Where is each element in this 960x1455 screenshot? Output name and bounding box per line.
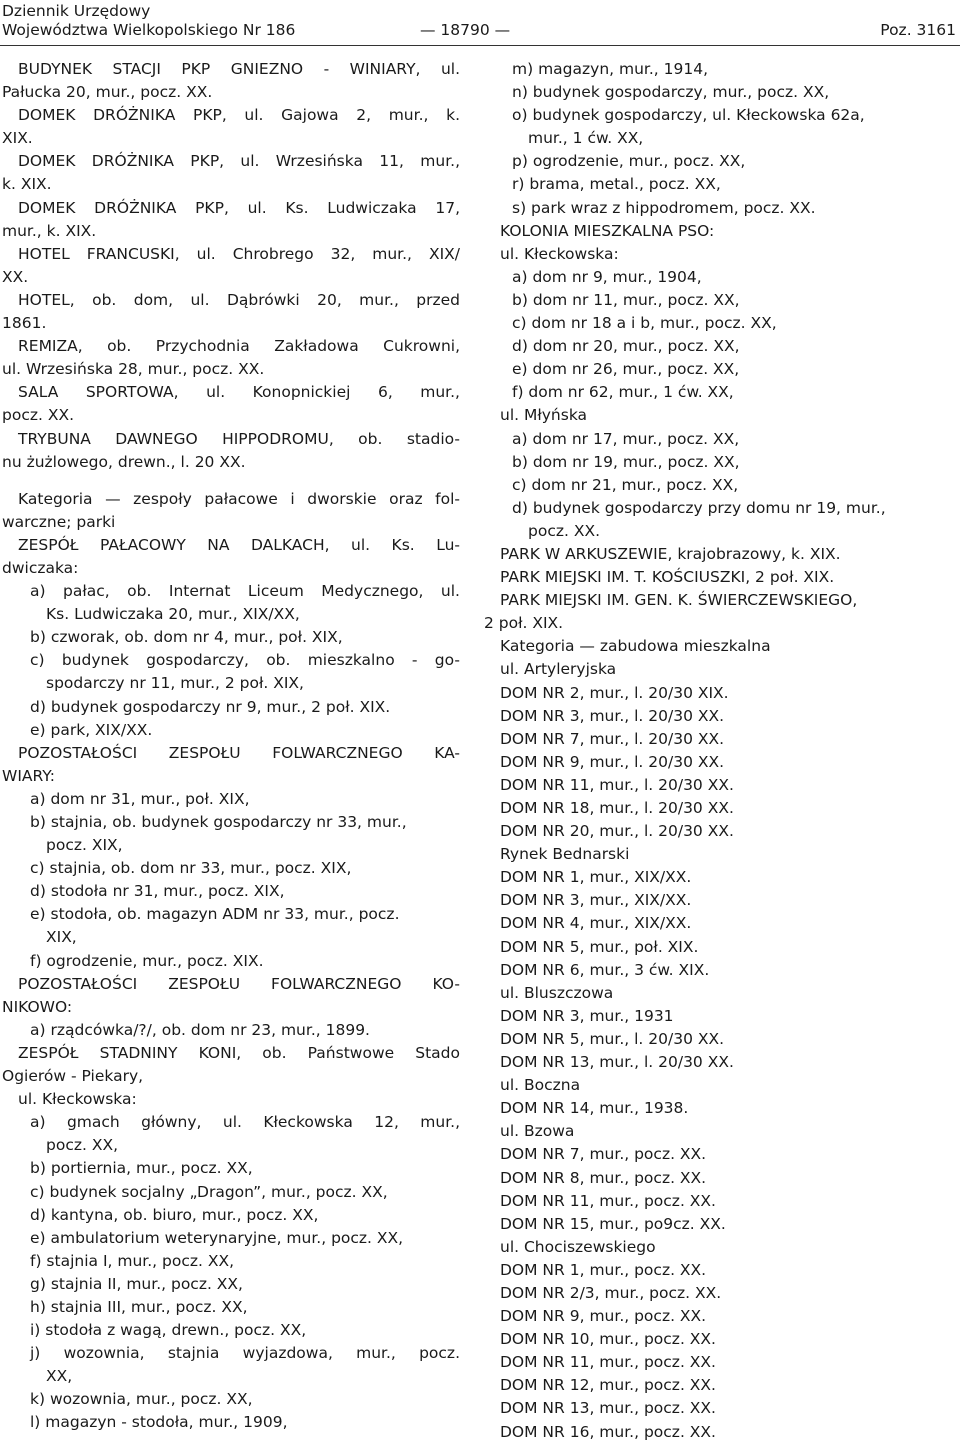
text-line: f) dom nr 62, mur., 1 ćw. XX, — [512, 383, 734, 402]
text-line: DOM NR 5, mur., poł. XIX. — [500, 937, 699, 956]
text-line: b) dom nr 11, mur., pocz. XX, — [512, 290, 740, 309]
text-line: DOM NR 13, mur., l. 20/30 XX. — [500, 1053, 734, 1072]
text-line: XIX, — [46, 928, 77, 947]
text-line: XIX. — [2, 129, 33, 148]
text-line: DOM NR 16, mur., pocz. XX. — [500, 1422, 716, 1441]
text-line: ZESPÓŁ STADNINY KONI, ob. Państwowe Stado — [18, 1043, 460, 1062]
left-column — [2, 58, 460, 1435]
text-line: b) dom nr 19, mur., pocz. XX, — [512, 452, 740, 471]
text-line: c) budynek socjalny „Dragon”, mur., pocz. XX, — [30, 1182, 388, 1201]
text-line: KOLONIA MIESZKALNA PSO: — [500, 221, 715, 240]
text-line: Kategoria — zabudowa mieszkalna — [500, 637, 771, 656]
text-line: DOM NR 4, mur., XIX/XX. — [500, 914, 692, 933]
text-line: DOM NR 6, mur., 3 ćw. XIX. — [500, 960, 710, 979]
text-line: b) czworak, ob. dom nr 4, mur., poł. XIX, — [30, 628, 343, 647]
text-line: e) dom nr 26, mur., pocz. XX, — [512, 360, 740, 379]
text-line: ul. Chociszewskiego — [500, 1237, 656, 1256]
text-line: h) stajnia III, mur., pocz. XX, — [30, 1297, 248, 1316]
text-line: REMIZA, ob. Przychodnia Zakładowa Cukrowni, — [18, 337, 460, 356]
text-line: DOM NR 11, mur., l. 20/30 XX. — [500, 775, 734, 794]
text-line: s) park wraz z hippodromem, pocz. XX. — [512, 198, 816, 217]
text-line: DOM NR 1, mur., XIX/XX. — [500, 868, 692, 887]
text-line: PARK MIEJSKI IM. GEN. K. ŚWIERCZEWSKIEGO, — [500, 591, 858, 610]
journal-issue: Województwa Wielkopolskiego Nr 186 — [2, 21, 296, 39]
text-line: d) budynek gospodarczy nr 9, mur., 2 poł. XIX. — [30, 697, 391, 716]
text-line: r) brama, metal., pocz. XX, — [512, 175, 721, 194]
text-line: BUDYNEK STACJI PKP GNIEZNO - WINIARY, ul. — [18, 60, 460, 78]
text-line: DOM NR 15, mur., po9cz. XX. — [500, 1214, 726, 1233]
text-line: DOM NR 8, mur., pocz. XX. — [500, 1168, 707, 1187]
text-line: DOM NR 20, mur., l. 20/30 XX. — [500, 822, 734, 841]
text-line: n) budynek gospodarczy, mur., pocz. XX, — [512, 83, 830, 102]
text-line: ul. Wrzesińska 28, mur., pocz. XX. — [2, 360, 265, 379]
text-line: m) magazyn, mur., 1914, — [512, 60, 709, 78]
text-line: warczne; parki — [2, 512, 116, 531]
text-line: HOTEL, ob. dom, ul. Dąbrówki 20, mur., przed — [18, 290, 460, 309]
text-line: DOM NR 7, mur., pocz. XX. — [500, 1145, 707, 1164]
text-line: DOMEK DRÓŻNIKA PKP, ul. Gajowa 2, mur., k. — [18, 106, 460, 125]
text-line: Pałucka 20, mur., pocz. XX. — [2, 83, 213, 102]
text-line: pocz. XX, — [46, 1136, 118, 1155]
text-line: c) budynek gospodarczy, ob. mieszkalno - go- — [30, 651, 460, 670]
text-line: spodarczy nr 11, mur., 2 poł. XIX, — [46, 674, 304, 693]
text-line: DOM NR 9, mur., l. 20/30 XX. — [500, 752, 725, 771]
text-line: ZESPÓŁ PAŁACOWY NA DALKACH, ul. Ks. Lu- — [18, 535, 460, 554]
text-line: f) ogrodzenie, mur., pocz. XIX. — [30, 951, 264, 970]
text-line: pocz. XX. — [528, 521, 600, 540]
text-line: DOM NR 9, mur., pocz. XX. — [500, 1307, 707, 1326]
text-line: c) dom nr 18 a i b, mur., pocz. XX, — [512, 314, 777, 333]
text-line: DOM NR 1, mur., pocz. XX. — [500, 1260, 707, 1279]
text-line: d) kantyna, ob. biuro, mur., pocz. XX, — [30, 1205, 319, 1224]
text-line: f) stajnia I, mur., pocz. XX, — [30, 1251, 235, 1270]
text-line: c) dom nr 21, mur., pocz. XX, — [512, 475, 739, 494]
text-line: DOM NR 3, mur., 1931 — [500, 1006, 674, 1025]
right-column — [484, 58, 956, 1444]
text-line: DOMEK DRÓŻNIKA PKP, ul. Wrzesińska 11, mur., — [18, 152, 460, 171]
text-line: ul. Artyleryjska — [500, 660, 617, 679]
text-line: 1861. — [2, 314, 47, 333]
text-line: c) stajnia, ob. dom nr 33, mur., pocz. XIX, — [30, 859, 352, 878]
text-line: l) magazyn - stodoła, mur., 1909, — [30, 1413, 288, 1432]
position-number: Poz. 3161 — [880, 21, 956, 39]
text-line: nu żużlowego, drewn., l. 20 XX. — [2, 452, 246, 471]
text-line: HOTEL FRANCUSKI, ul. Chrobrego 32, mur., XIX/ — [18, 244, 460, 263]
text-line: PARK W ARKUSZEWIE, krajobrazowy, k. XIX. — [500, 544, 841, 563]
text-line: j) wozownia, stajnia wyjazdowa, mur., pocz. — [30, 1344, 460, 1363]
text-line: i) stodoła z wagą, drewn., pocz. XX, — [30, 1321, 307, 1340]
text-line: Rynek Bednarski — [500, 845, 630, 864]
text-line: k. XIX. — [2, 175, 52, 194]
text-line: 2 poł. XIX. — [484, 614, 564, 633]
text-line: ul. Młyńska — [500, 406, 588, 425]
text-line: XX, — [46, 1367, 73, 1386]
text-line: Kategoria — zespoły pałacowe i dworskie oraz fol- — [18, 489, 460, 508]
text-line: mur., k. XIX. — [2, 221, 97, 240]
text-line: POZOSTAŁOŚCI ZESPOŁU FOLWARCZNEGO KO- — [18, 974, 460, 993]
text-line: d) budynek gospodarczy przy domu nr 19, mur., — [512, 498, 886, 517]
text-line: pocz. XIX, — [46, 836, 123, 855]
text-line: DOM NR 2/3, mur., pocz. XX. — [500, 1283, 722, 1302]
text-line: DOM NR 10, mur., pocz. XX. — [500, 1330, 716, 1349]
text-line: a) dom nr 17, mur., pocz. XX, — [512, 429, 740, 448]
text-line: o) budynek gospodarczy, ul. Kłeckowska 62a, — [512, 106, 865, 125]
text-line: d) stodoła nr 31, mur., pocz. XIX, — [30, 882, 285, 901]
text-line: e) park, XIX/XX. — [30, 720, 153, 739]
text-line: a) rządcówka/?/, ob. dom nr 23, mur., 1899. — [30, 1020, 370, 1039]
text-line: b) stajnia, ob. budynek gospodarczy nr 33, mur., — [30, 813, 407, 831]
text-line: DOM NR 12, mur., pocz. XX. — [500, 1376, 716, 1395]
text-line: DOM NR 11, mur., pocz. XX. — [500, 1353, 716, 1372]
text-line: p) ogrodzenie, mur., pocz. XX, — [512, 152, 746, 171]
journal-title: Dziennik Urzędowy — [2, 2, 151, 20]
text-line: a) dom nr 31, mur., poł. XIX, — [30, 789, 250, 808]
paragraph-gap — [2, 474, 460, 488]
text-line: ul. Boczna — [500, 1076, 581, 1095]
text-line: DOM NR 13, mur., pocz. XX. — [500, 1399, 716, 1418]
text-line: DOMEK DRÓŻNIKA PKP, ul. Ks. Ludwiczaka 17, — [18, 198, 460, 217]
text-line: DOM NR 5, mur., l. 20/30 XX. — [500, 1029, 725, 1048]
text-line: DOM NR 7, mur., l. 20/30 XX. — [500, 729, 725, 748]
text-line: ul. Bzowa — [500, 1122, 575, 1141]
text-line: ul. Bluszczowa — [500, 983, 614, 1002]
page-header — [0, 0, 960, 46]
text-line: PARK MIEJSKI IM. T. KOŚCIUSZKI, 2 poł. XIX. — [500, 568, 835, 587]
text-line: DOM NR 11, mur., pocz. XX. — [500, 1191, 716, 1210]
text-line: a) pałac, ob. Internat Liceum Medycznego, ul. — [30, 582, 460, 601]
text-line: NIKOWO: — [2, 997, 73, 1016]
text-line: Ks. Ludwiczaka 20, mur., XIX/XX, — [46, 605, 300, 624]
text-line: a) gmach główny, ul. Kłeckowska 12, mur., — [30, 1113, 460, 1132]
text-line: b) portiernia, mur., pocz. XX, — [30, 1159, 253, 1178]
text-line: XX. — [2, 267, 29, 286]
text-line: d) dom nr 20, mur., pocz. XX, — [512, 337, 740, 356]
text-line: ul. Kłeckowska: — [500, 244, 619, 263]
text-line: TRYBUNA DAWNEGO HIPPODROMU, ob. stadio- — [18, 429, 460, 448]
text-line: dwiczaka: — [2, 558, 79, 577]
text-line: DOM NR 3, mur., l. 20/30 XX. — [500, 706, 725, 725]
text-line: DOM NR 2, mur., l. 20/30 XIX. — [500, 683, 729, 702]
text-line: pocz. XX. — [2, 406, 74, 425]
text-line: mur., 1 ćw. XX, — [528, 129, 644, 148]
text-line: Ogierów - Piekary, — [2, 1067, 144, 1086]
text-line: POZOSTAŁOŚCI ZESPOŁU FOLWARCZNEGO KA- — [18, 743, 460, 762]
text-line: DOM NR 18, mur., l. 20/30 XX. — [500, 799, 734, 817]
text-line: ul. Kłeckowska: — [18, 1090, 137, 1109]
text-line: e) stodoła, ob. magazyn ADM nr 33, mur., pocz. — [30, 905, 400, 924]
text-line: k) wozownia, mur., pocz. XX, — [30, 1390, 253, 1409]
text-line: DOM NR 14, mur., 1938. — [500, 1099, 689, 1118]
text-line: a) dom nr 9, mur., 1904, — [512, 267, 702, 286]
text-line: DOM NR 3, mur., XIX/XX. — [500, 891, 692, 910]
text-line: e) ambulatorium weterynaryjne, mur., pocz. XX, — [30, 1228, 404, 1247]
header-rule — [0, 45, 960, 46]
text-line: g) stajnia II, mur., pocz. XX, — [30, 1274, 243, 1293]
text-line: SALA SPORTOWA, ul. Konopnickiej 6, mur., — [18, 383, 460, 402]
page-number: — 18790 — — [420, 21, 511, 39]
text-line: WIARY: — [2, 766, 55, 785]
